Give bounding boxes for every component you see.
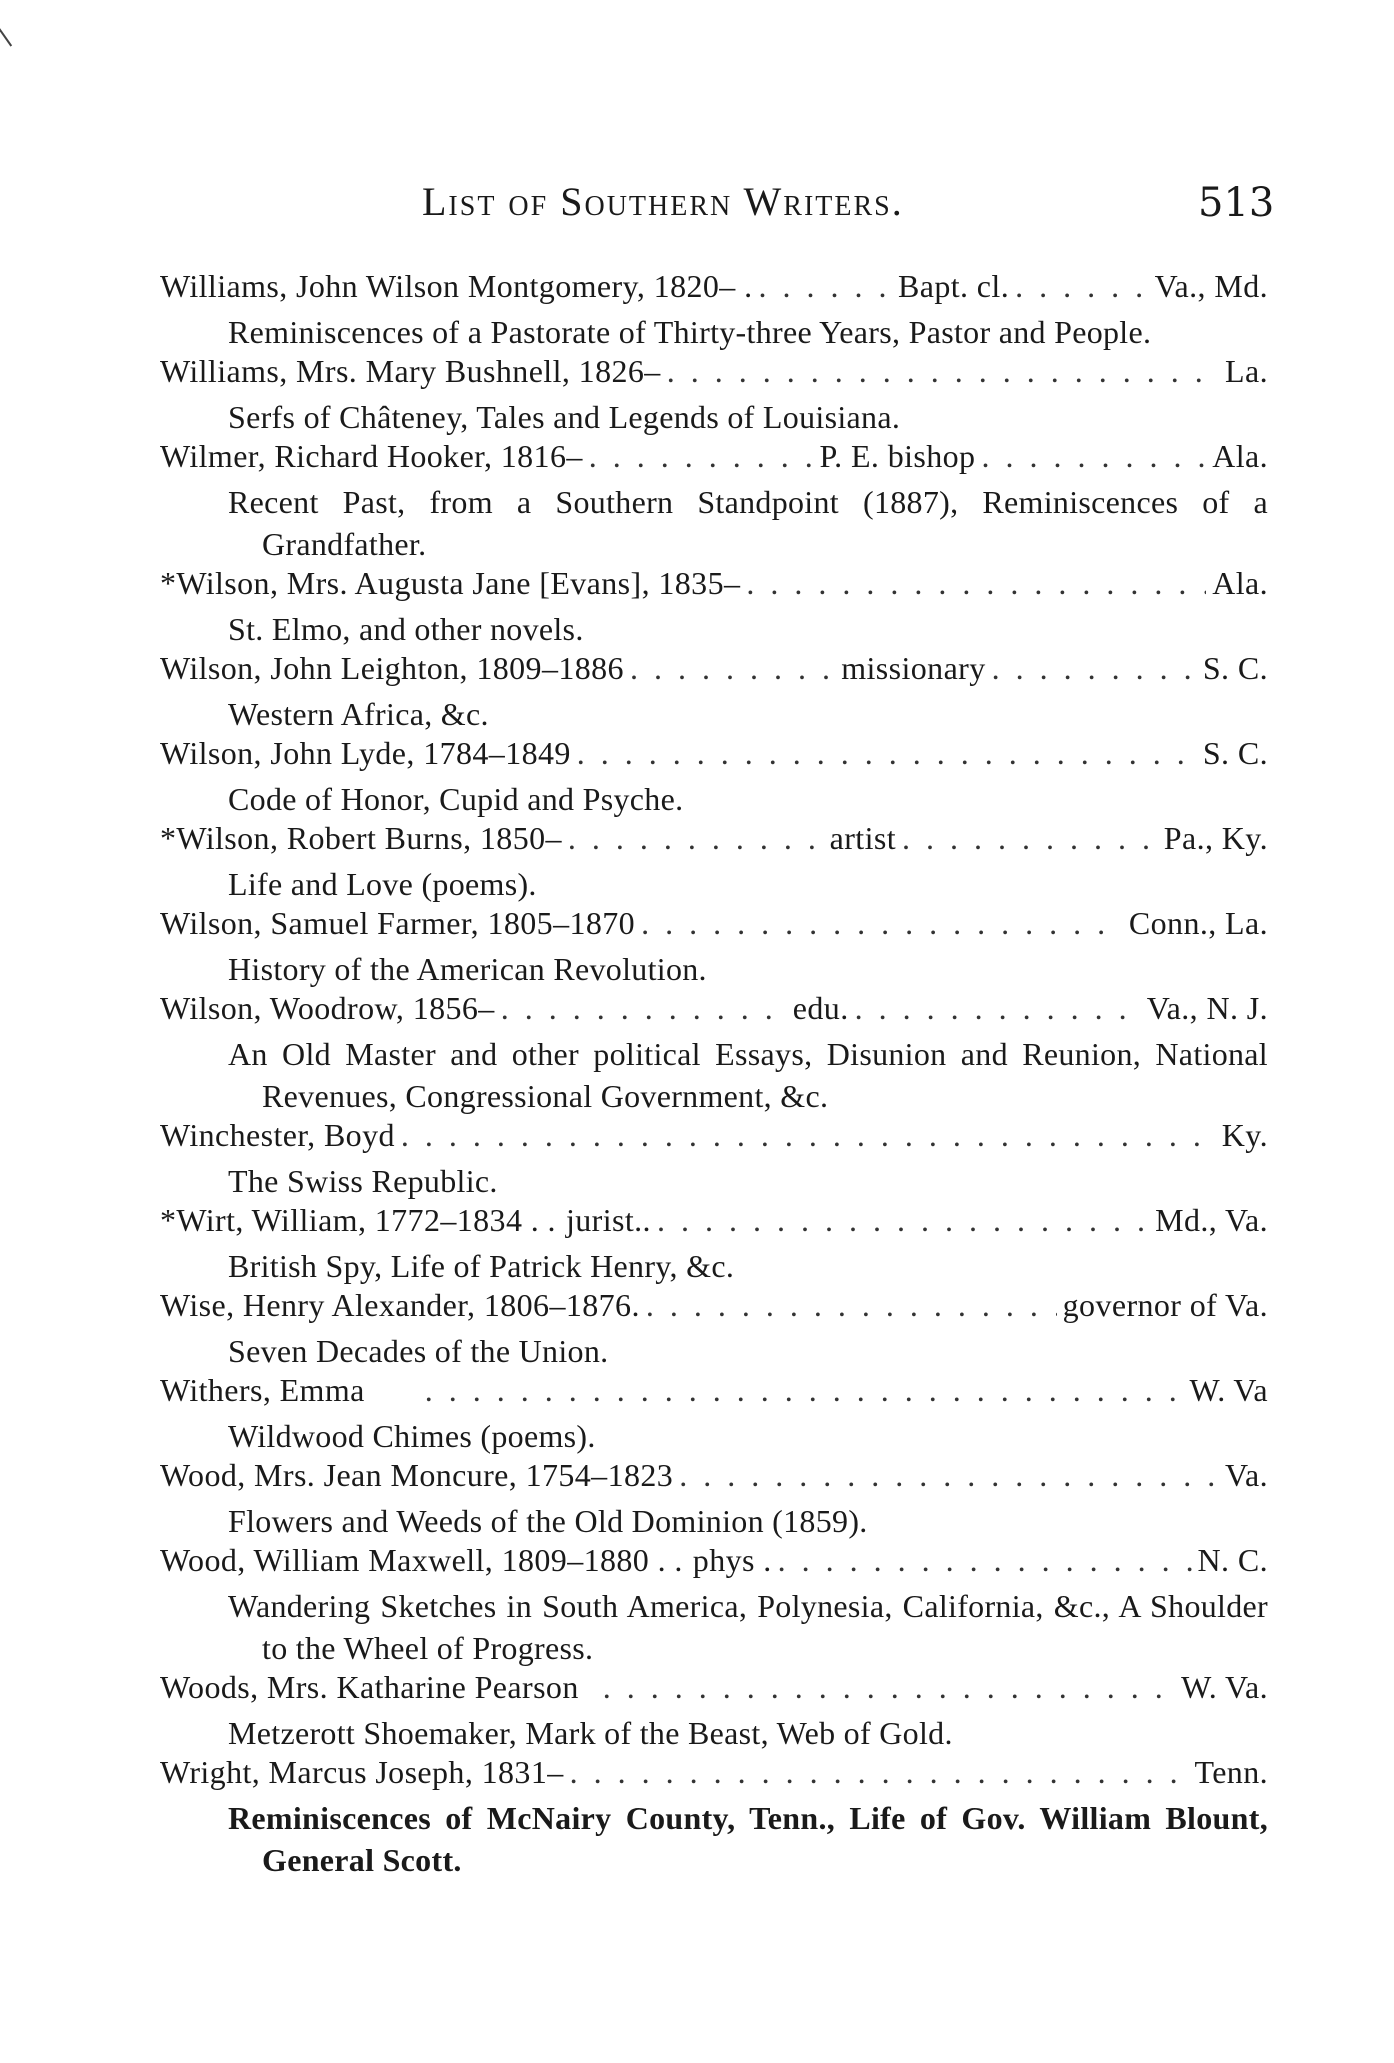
writer-state: Va., Md. — [1154, 268, 1269, 304]
dot-leader — [746, 565, 1206, 602]
dot-leader — [667, 353, 1219, 390]
entry-heading — [160, 1202, 1268, 1245]
writer-works: Recent Past, from a Southern Standpoint (1887), Reminiscences of a Grandfather. — [228, 484, 1268, 562]
writer-works: St. Elmo, and other novels. — [228, 611, 584, 647]
writer-works: Reminiscences of a Pastorate of Thirty-three Years, Pastor and People. — [228, 314, 1152, 350]
dot-leader — [778, 1542, 1192, 1579]
writer-state: Va. — [1225, 1457, 1268, 1493]
writer-works: The Swiss Republic. — [228, 1163, 498, 1199]
writer-occupation: Bapt. cl. — [897, 268, 1010, 304]
writer-state: Md., Va. — [1155, 1202, 1268, 1238]
list-item — [160, 1457, 1268, 1542]
entry-heading — [160, 1754, 1268, 1797]
writer-name: *Wilson, Mrs. Augusta Jane [Evans], 1835– — [160, 565, 741, 601]
writer-name: Wilson, John Leighton, 1809–1886 — [160, 650, 624, 686]
list-item — [160, 820, 1268, 905]
writer-state: Pa., Ky. — [1163, 820, 1268, 856]
dot-leader — [425, 1372, 1184, 1409]
writer-name: Wilson, Woodrow, 1856– — [160, 990, 495, 1026]
writer-state: Conn., La. — [1128, 905, 1268, 941]
writer-state: La. — [1225, 353, 1268, 389]
writer-name: *Wilson, Robert Burns, 1850– — [160, 820, 562, 856]
writer-state: N. C. — [1197, 1542, 1268, 1578]
dot-leader — [641, 905, 1123, 942]
dot-leader — [589, 438, 814, 475]
entry-heading — [160, 1669, 1268, 1712]
entry-heading — [160, 1542, 1268, 1585]
list-item — [160, 268, 1268, 353]
writer-name: Wood, Mrs. Jean Moncure, 1754–1823 — [160, 1457, 674, 1493]
writer-name: Wise, Henry Alexander, 1806–1876. — [160, 1287, 640, 1323]
writer-state: Tenn. — [1194, 1754, 1268, 1790]
writer-state: Ky. — [1221, 1117, 1268, 1153]
writer-works: Code of Honor, Cupid and Psyche. — [228, 781, 684, 817]
writer-state: governor of Va. — [1062, 1287, 1268, 1323]
list-item — [160, 1202, 1268, 1287]
list-item — [160, 1117, 1268, 1202]
writer-works: British Spy, Life of Patrick Henry, &c. — [228, 1248, 735, 1284]
writer-works: Wandering Sketches in South America, Polynesia, California, &c., A Shoulder to the Wheel of Progress. — [228, 1588, 1268, 1666]
writer-state: S. C. — [1202, 735, 1268, 771]
writer-occupation: P. E. bishop — [819, 438, 976, 474]
writer-works: An Old Master and other political Essays, Disunion and Reunion, National Revenues, Congressional Government, &c. — [228, 1036, 1268, 1114]
entry-heading — [160, 1117, 1268, 1160]
writer-occupation: edu. — [792, 990, 849, 1026]
entry-heading — [160, 990, 1268, 1033]
writer-works: Seven Decades of the Union. — [228, 1333, 609, 1369]
writer-state: S. C. — [1202, 650, 1268, 686]
entry-heading — [160, 1372, 1268, 1415]
dot-leader — [758, 268, 891, 305]
page-number: 513 — [1198, 180, 1275, 226]
running-head — [0, 178, 1394, 228]
dot-leader — [981, 438, 1206, 475]
dot-leader — [679, 1457, 1219, 1494]
dot-leader — [501, 990, 787, 1027]
entry-heading — [160, 1457, 1268, 1500]
dot-leader — [657, 1202, 1149, 1239]
writer-name: Wilson, Samuel Farmer, 1805–1870 — [160, 905, 636, 941]
writer-name: Williams, John Wilson Montgomery, 1820– . — [160, 268, 753, 304]
stray-pen-mark — [0, 27, 12, 46]
writer-works: History of the American Revolution. — [228, 951, 707, 987]
list-item — [160, 735, 1268, 820]
list-item — [160, 1372, 1268, 1457]
list-item — [160, 1754, 1268, 1881]
dot-leader — [577, 735, 1197, 772]
entry-heading — [160, 820, 1268, 863]
dot-leader — [570, 1754, 1189, 1791]
writers-list — [160, 268, 1268, 1881]
list-item — [160, 438, 1268, 565]
writer-state: Ala. — [1212, 438, 1268, 474]
dot-leader — [646, 1287, 1057, 1324]
entry-heading — [160, 1287, 1268, 1330]
writer-occupation: missionary — [841, 650, 986, 686]
dot-leader — [630, 650, 835, 687]
list-item — [160, 1542, 1268, 1669]
writer-occupation: artist — [829, 820, 897, 856]
list-item — [160, 565, 1268, 650]
writer-name: Williams, Mrs. Mary Bushnell, 1826– — [160, 353, 661, 389]
writer-name: Wright, Marcus Joseph, 1831– — [160, 1754, 564, 1790]
list-item — [160, 353, 1268, 438]
writer-state: Ala. — [1212, 565, 1268, 601]
list-item — [160, 1287, 1268, 1372]
dot-leader — [902, 820, 1158, 857]
dot-leader — [568, 820, 824, 857]
entry-heading — [160, 353, 1268, 396]
entry-heading — [160, 268, 1268, 311]
writer-occupation: jurist.. — [565, 1202, 651, 1238]
writer-name: Woods, Mrs. Katharine Pearson — [160, 1669, 579, 1705]
writer-state: Va., N. J. — [1146, 990, 1269, 1026]
list-item — [160, 990, 1268, 1117]
dot-leader — [603, 1669, 1175, 1706]
writer-state: W. Va — [1189, 1372, 1268, 1408]
writer-works: Wildwood Chimes (poems). — [228, 1418, 596, 1454]
list-item — [160, 905, 1268, 990]
dot-leader — [1015, 268, 1148, 305]
writer-works: Metzerott Shoemaker, Mark of the Beast, Web of Gold. — [228, 1715, 953, 1751]
writer-works: Reminiscences of McNairy County, Tenn., Life of Gov. William Blount, General Scott. — [228, 1800, 1268, 1878]
writer-name: Withers, Emma — [160, 1372, 365, 1408]
writer-name: Wood, William Maxwell, 1809–1880 . . — [160, 1542, 683, 1578]
writer-name: *Wirt, William, 1772–1834 . . — [160, 1202, 556, 1238]
entry-heading — [160, 905, 1268, 948]
list-item — [160, 650, 1268, 735]
writer-occupation: phys . — [692, 1542, 772, 1578]
writer-name: Winchester, Boyd — [160, 1117, 395, 1153]
entry-heading — [160, 735, 1268, 778]
writer-works: Flowers and Weeds of the Old Dominion (1859). — [228, 1503, 868, 1539]
dot-leader — [401, 1117, 1216, 1154]
running-title: List of Southern Writers. — [422, 179, 904, 224]
writer-works: Life and Love (poems). — [228, 866, 537, 902]
writer-name: Wilson, John Lyde, 1784–1849 — [160, 735, 571, 771]
entry-heading — [160, 650, 1268, 693]
writer-state: W. Va. — [1181, 1669, 1268, 1705]
entry-heading — [160, 565, 1268, 608]
writer-works: Serfs of Châteney, Tales and Legends of Louisiana. — [228, 399, 901, 435]
dot-leader — [992, 650, 1197, 687]
list-item — [160, 1669, 1268, 1754]
writer-works: Western Africa, &c. — [228, 696, 489, 732]
writer-name: Wilmer, Richard Hooker, 1816– — [160, 438, 583, 474]
entry-heading — [160, 438, 1268, 481]
dot-leader — [855, 990, 1141, 1027]
